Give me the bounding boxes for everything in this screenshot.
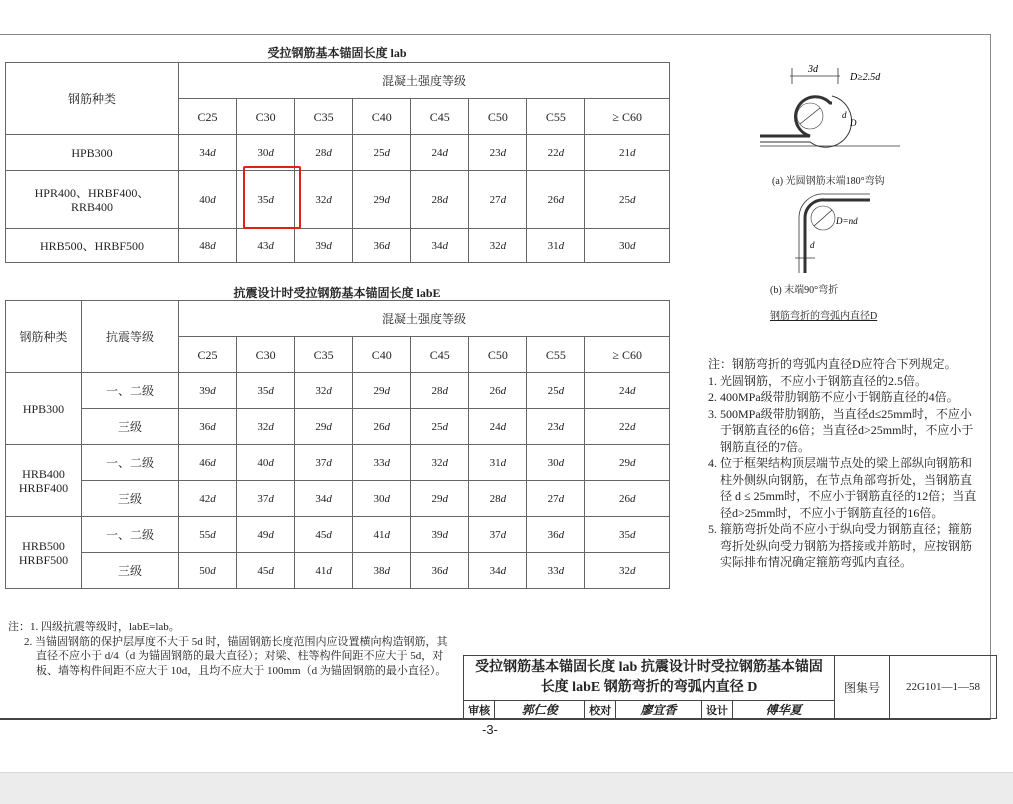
table-cell: 27d — [469, 171, 527, 229]
table-cell: 45d — [295, 517, 353, 553]
grade-header: C55 — [527, 99, 585, 135]
table-cell: 26d — [527, 171, 585, 229]
grade-header: C25 — [179, 99, 237, 135]
grade-header: C50 — [469, 99, 527, 135]
table-cell: 26d — [353, 409, 411, 445]
table-row — [6, 445, 670, 481]
table-cell: 49d — [237, 517, 295, 553]
title-block — [463, 655, 997, 719]
table-cell: 26d — [585, 481, 670, 517]
grade-header: ≥ C60 — [585, 99, 670, 135]
page-frame-top — [0, 34, 990, 35]
table-cell: 30d — [237, 135, 295, 171]
hook-180-figure — [750, 58, 970, 168]
figure-title-link: 钢筋弯折的弯弧内直径D — [770, 311, 878, 322]
table-cell: 33d — [527, 553, 585, 589]
page-frame-right — [990, 34, 991, 720]
anchorage-length-table — [5, 62, 670, 263]
table-row — [6, 553, 670, 589]
dim-d-label: d — [842, 110, 847, 120]
row-label: HPR400、HRBF400、 RRB400 — [6, 171, 179, 229]
note-item: 2. 400MPa级带肋钢筋不应小于钢筋直径的4倍。 — [708, 390, 959, 404]
table-cell: 22d — [527, 135, 585, 171]
table-cell: 24d — [411, 135, 469, 171]
table-header-row — [6, 301, 670, 337]
table-cell: 34d — [411, 229, 469, 263]
review-name: 郭仁俊 — [495, 701, 585, 719]
bending-diameter-notes — [708, 356, 978, 571]
table-note-1: 注：1. 四级抗震等级时，labE=lab。 — [8, 621, 180, 633]
grade-header: C35 — [295, 337, 353, 373]
table-cell: 32d — [469, 229, 527, 263]
table-cell: 32d — [411, 445, 469, 481]
table-cell: 33d — [353, 445, 411, 481]
table-cell: 39d — [411, 517, 469, 553]
highlight-box — [243, 166, 301, 229]
table-cell: 41d — [295, 553, 353, 589]
bend-90-figure — [770, 188, 890, 278]
table-cell: 30d — [353, 481, 411, 517]
seismic-anchorage-length-table — [5, 300, 670, 589]
table-cell: 29d — [585, 445, 670, 481]
table-cell: 36d — [353, 229, 411, 263]
table-row — [6, 171, 670, 229]
table-cell: 37d — [469, 517, 527, 553]
table-cell: 29d — [411, 481, 469, 517]
column-header-type: 钢筋种类 — [6, 301, 82, 373]
table-row — [6, 409, 670, 445]
check-label: 校对 — [584, 701, 615, 719]
table-cell: 28d — [411, 171, 469, 229]
table-cell: 34d — [179, 135, 237, 171]
atlas-label: 图集号 — [835, 656, 890, 719]
table-cell: 39d — [179, 373, 237, 409]
table-cell: 28d — [295, 135, 353, 171]
column-header-type: 钢筋种类 — [6, 63, 179, 135]
row-label: HRB500 HRBF500 — [6, 517, 82, 589]
dim-D-label: D — [850, 118, 857, 128]
table-row — [6, 373, 670, 409]
table-cell: 29d — [353, 171, 411, 229]
review-label: 审核 — [464, 701, 495, 719]
dim-Dnd-label: D=nd — [836, 216, 858, 226]
grade-header: C25 — [179, 337, 237, 373]
table-cell: 26d — [469, 373, 527, 409]
table-cell: 25d — [585, 171, 670, 229]
design-name: 傅华夏 — [733, 701, 835, 719]
table-cell: 36d — [179, 409, 237, 445]
drawing-title — [464, 656, 835, 701]
seismic-level: 一、二级 — [82, 445, 179, 481]
seismic-level: 一、二级 — [82, 373, 179, 409]
table-cell: 37d — [237, 481, 295, 517]
table-cell: 36d — [527, 517, 585, 553]
table-cell: 55d — [179, 517, 237, 553]
table-cell: 34d — [295, 481, 353, 517]
dim-d-label-b: d — [810, 240, 815, 250]
table-cell: 50d — [179, 553, 237, 589]
seismic-level: 三级 — [82, 553, 179, 589]
row-label: HRB500、HRBF500 — [6, 229, 179, 263]
grade-header: C45 — [411, 337, 469, 373]
table-cell: 28d — [411, 373, 469, 409]
grade-header: C55 — [527, 337, 585, 373]
figure-a-caption: (a) 光圆钢筋末端180°弯钩 — [772, 176, 885, 187]
seismic-level: 三级 — [82, 481, 179, 517]
table-cell: 30d — [585, 229, 670, 263]
note-item: 4. 位于框架结构顶层端节点处的梁上部纵向钢筋和柱外侧纵向钢筋，在节点角部弯折处，当钢筋直径 d ≤ 25mm时，不应小于钢筋直径的12倍；当直径d>25mm时，不应小于钢筋直径的16倍。 — [708, 456, 977, 520]
table-cell: 32d — [295, 373, 353, 409]
check-name: 廖宜香 — [616, 701, 702, 719]
table-cell: 22d — [585, 409, 670, 445]
table-cell: 24d — [585, 373, 670, 409]
table-cell: 23d — [469, 135, 527, 171]
table-notes — [8, 620, 458, 678]
table-row — [6, 229, 670, 263]
table-cell: 39d — [295, 229, 353, 263]
table-cell: 40d — [237, 445, 295, 481]
table-cell: 35d — [585, 517, 670, 553]
table-cell: 24d — [469, 409, 527, 445]
table-cell: 36d — [411, 553, 469, 589]
grade-header: C35 — [295, 99, 353, 135]
table-cell: 21d — [585, 135, 670, 171]
grade-header: C40 — [353, 337, 411, 373]
row-label: HRB400 HRBF400 — [6, 445, 82, 517]
table-cell: 42d — [179, 481, 237, 517]
dim-d25-label: D≥2.5d — [850, 72, 881, 83]
column-header-group: 混凝土强度等级 — [179, 63, 670, 99]
table-cell: 34d — [469, 553, 527, 589]
table-cell: 28d — [469, 481, 527, 517]
table-cell: 31d — [527, 229, 585, 263]
note-heading: 注：钢筋弯折的弯弧内直径D应符合下列规定。 — [708, 357, 957, 371]
table-row — [6, 517, 670, 553]
table-cell: 29d — [295, 409, 353, 445]
grade-header: C40 — [353, 99, 411, 135]
grade-header: C50 — [469, 337, 527, 373]
note-item: 5. 箍筋弯折处尚不应小于纵向受力钢筋直径；箍筋弯折处纵向受力钢筋为搭接或并筋时，应按钢筋实际排布情况确定箍筋弯弧内直径。 — [708, 522, 973, 569]
table-cell: 35d — [237, 373, 295, 409]
table-cell: 40d — [179, 171, 237, 229]
grade-header: ≥ C60 — [585, 337, 670, 373]
table-cell: 23d — [527, 409, 585, 445]
table-cell: 25d — [527, 373, 585, 409]
table-row — [6, 135, 670, 171]
table-cell: 32d — [295, 171, 353, 229]
table-cell: 32d — [237, 409, 295, 445]
table-cell: 25d — [411, 409, 469, 445]
note-item: 1. 光圆钢筋，不应小于钢筋直径的2.5倍。 — [708, 373, 928, 388]
table-note-2: 2. 当锚固钢筋的保护层厚度不大于 5d 时，锚固钢筋长度范围内应设置横向构造钢筋，其直径不应小于 d/4（d 为锚固钢筋的最大直径）；对梁、柱等构件间距不应大于 5d，对板、墙等构件间距不应大于 10d，且均不应大于 100mm（d 为锚固钢筋的最小直径）。 — [24, 635, 448, 677]
table-cell: 27d — [527, 481, 585, 517]
table-cell: 30d — [527, 445, 585, 481]
seismic-level: 一、二级 — [82, 517, 179, 553]
table-cell: 46d — [179, 445, 237, 481]
column-header-level: 抗震等级 — [82, 301, 179, 373]
table-cell: 45d — [237, 553, 295, 589]
table-cell: 32d — [585, 553, 670, 589]
table-cell: 35d — [237, 171, 295, 229]
grade-header: C30 — [237, 337, 295, 373]
table-cell: 29d — [353, 373, 411, 409]
seismic-level: 三级 — [82, 409, 179, 445]
page-number: -3- — [482, 722, 498, 737]
table-cell: 41d — [353, 517, 411, 553]
horizontal-scrollbar[interactable] — [0, 772, 1013, 804]
table-cell: 38d — [353, 553, 411, 589]
table-cell: 25d — [353, 135, 411, 171]
figure-b-caption: (b) 末端90°弯折 — [770, 285, 839, 296]
grade-header: C30 — [237, 99, 295, 135]
drawing-title-line2: 长度 labE 钢筋弯折的弯弧内直径 D — [540, 680, 758, 695]
table-cell: 43d — [237, 229, 295, 263]
table1-caption: 受拉钢筋基本锚固长度 lab — [267, 46, 407, 60]
note-item: 3. 500MPa级带肋钢筋，当直径d≤25mm时，不应小于钢筋直径的6倍；当直径d>25mm时，不应小于钢筋直径的7倍。 — [708, 406, 974, 454]
table-cell: 48d — [179, 229, 237, 263]
column-header-group: 混凝土强度等级 — [179, 301, 670, 337]
atlas-number: 22G101—1—58 — [890, 656, 997, 719]
table-cell: 37d — [295, 445, 353, 481]
row-label: HPB300 — [6, 373, 82, 445]
table-cell: 31d — [469, 445, 527, 481]
design-label: 设计 — [701, 701, 732, 719]
grade-header: C45 — [411, 99, 469, 135]
dim-3d-label: 3d — [808, 64, 818, 75]
table-row — [6, 481, 670, 517]
row-label: HPB300 — [6, 135, 179, 171]
table-header-row — [6, 63, 670, 99]
table2-caption: 抗震设计时受拉钢筋基本锚固长度 labE — [233, 286, 441, 300]
drawing-title-line1: 受拉钢筋基本锚固长度 lab 抗震设计时受拉钢筋基本锚固 — [475, 660, 823, 675]
